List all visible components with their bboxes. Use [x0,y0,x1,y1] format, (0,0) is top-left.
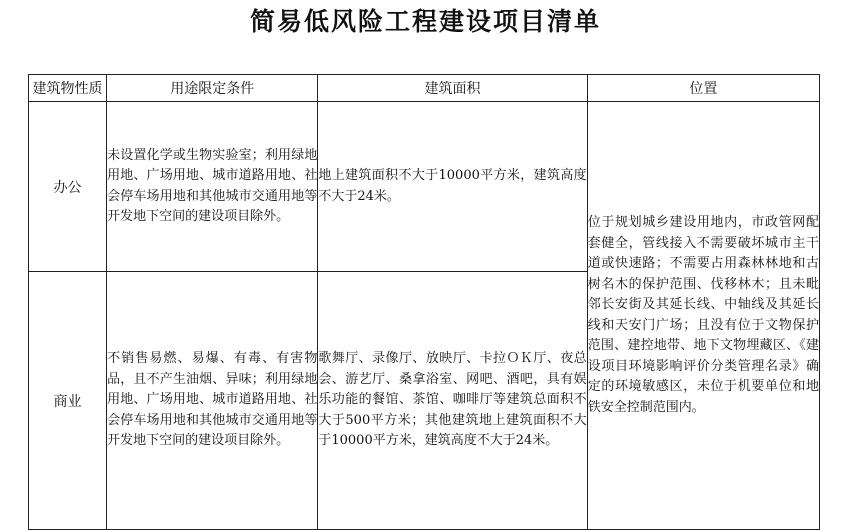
header-building-area: 建筑面积 [318,75,587,102]
nature-commercial: 商业 [29,272,107,530]
project-list-table [28,74,820,530]
table-row-office [29,102,820,272]
header-building-nature: 建筑物性质 [29,75,107,102]
location-cell: 位于规划城乡建设用地内，市政管网配套健全，管线接入不需要破坏城市主干道或快速路；不需要占用森林林地和古树名木的保护范围、伐移林木；且未毗邻长安街及其延长线、中轴线及其延长线和天安门广场；且没有位于文物保护范围、建控地带、地下文物埋藏区、《建设项目环境影响评价分类管理名录》确定的环境敏感区，未位于机要单位和地铁安全控制范围内。 [587,102,819,530]
header-location: 位置 [587,75,819,102]
area-commercial: 歌舞厅、录像厅、放映厅、卡拉ＯＫ厅、夜总会、游艺厅、桑拿浴室、网吧、酒吧，具有娱乐功能的餐馆、茶馆、咖啡厅等建筑总面积不大于500平方米；其他建筑地上建筑面积不大于10000平方米，建筑高度不大于24米。 [318,272,587,530]
header-use-conditions: 用途限定条件 [107,75,318,102]
table-header-row [29,75,820,102]
area-office: 地上建筑面积不大于10000平方米，建筑高度不大于24米。 [318,102,587,272]
nature-office: 办公 [29,102,107,272]
condition-commercial: 不销售易燃、易爆、有毒、有害物品，且不产生油烟、异味；利用绿地用地、广场用地、城市道路用地、社会停车场用地和其他城市交通用地等开发地下空间的建设项目除外。 [107,272,318,530]
document-title: 简易低风险工程建设项目清单 [249,7,601,36]
condition-office: 未设置化学或生物实验室；利用绿地用地、广场用地、城市道路用地、社会停车场用地和其他城市交通用地等开发地下空间的建设项目除外。 [107,102,318,272]
